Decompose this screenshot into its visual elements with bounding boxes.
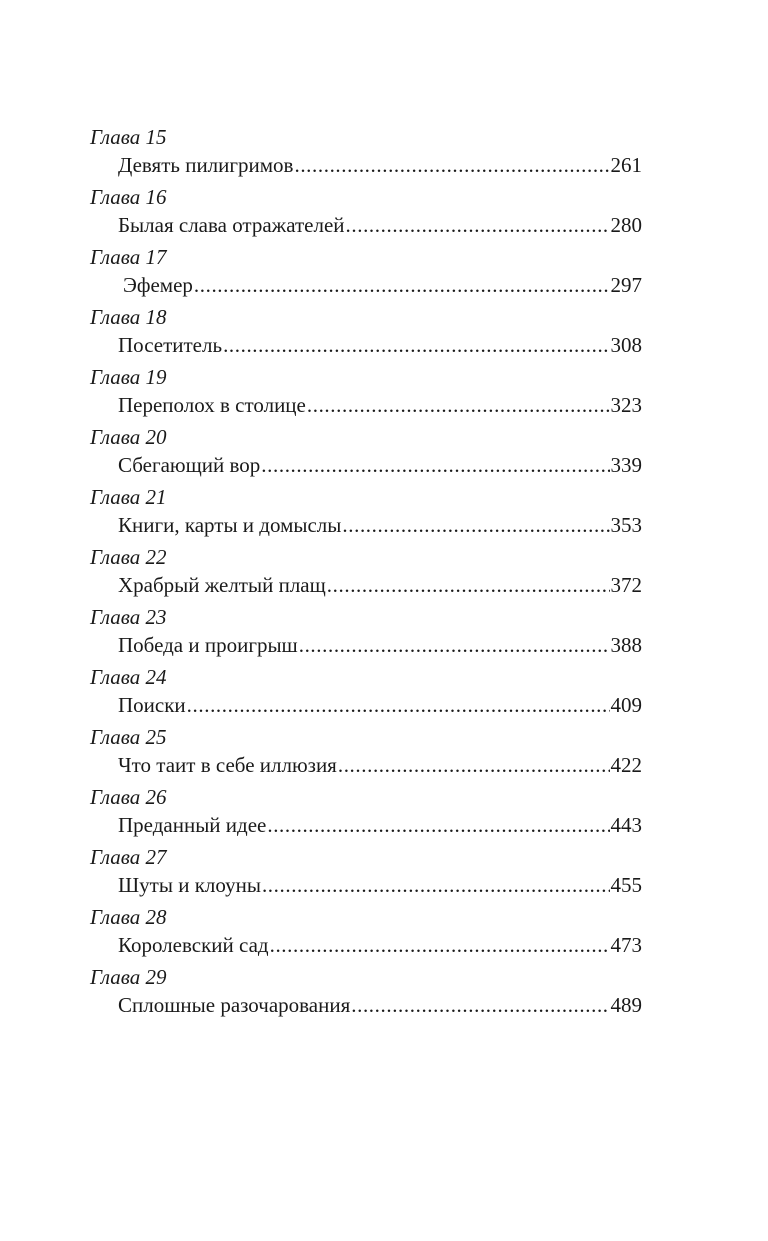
chapter-entry-line: [118, 931, 642, 959]
toc-entry: [90, 724, 642, 784]
dot-leader: [307, 391, 610, 419]
chapter-title: Эфемер: [123, 273, 193, 297]
chapter-entry-line: [118, 631, 642, 659]
page-number: 489: [610, 993, 642, 1017]
toc-entry: [90, 544, 642, 604]
toc-entry: [90, 184, 642, 244]
toc-entry: [90, 364, 642, 424]
chapter-title: Девять пилигримов: [118, 153, 294, 177]
chapter-title: Былая слава отражателей: [118, 213, 345, 237]
toc-entry: [90, 604, 642, 664]
page-number: 443: [610, 813, 642, 837]
chapter-entry-line: [118, 451, 642, 479]
chapter-label: Глава 16: [90, 185, 167, 209]
chapter-title: Переполох в столице: [118, 393, 306, 417]
page-number: 422: [610, 753, 642, 777]
chapter-label: Глава 25: [90, 725, 167, 749]
toc-entry: [90, 964, 642, 1024]
chapter-label: Глава 22: [90, 545, 167, 569]
toc-entry: [90, 784, 642, 844]
page-number: 323: [610, 393, 642, 417]
page-number: 372: [610, 573, 642, 597]
page-number: 297: [610, 273, 642, 297]
chapter-label: Глава 15: [90, 125, 167, 149]
toc-entry: [90, 844, 642, 904]
chapter-entry-line: [118, 211, 642, 239]
chapter-title: Преданный идее: [118, 813, 267, 837]
dot-leader: [262, 871, 610, 899]
chapter-label: Глава 26: [90, 785, 167, 809]
chapter-entry-line: [118, 871, 642, 899]
chapter-label: Глава 23: [90, 605, 167, 629]
dot-leader: [194, 271, 610, 299]
dot-leader: [267, 811, 609, 839]
page-number: 388: [610, 633, 642, 657]
chapter-title: Храбрый желтый плащ: [118, 573, 326, 597]
dot-leader: [351, 991, 609, 1019]
toc-entry: [90, 244, 642, 304]
chapter-entry-line: [118, 991, 642, 1019]
chapter-title: Сбегающий вор: [118, 453, 261, 477]
chapter-title: Королевский сад: [118, 933, 269, 957]
toc-entry: [90, 304, 642, 364]
toc-entry: [90, 904, 642, 964]
dot-leader: [223, 331, 609, 359]
chapter-label: Глава 28: [90, 905, 167, 929]
chapter-entry-line: [118, 391, 642, 419]
chapter-label: Глава 24: [90, 665, 167, 689]
toc-entry: [90, 124, 642, 184]
dot-leader: [270, 931, 610, 959]
chapter-title: Победа и проигрыш: [118, 633, 298, 657]
chapter-label: Глава 17: [90, 245, 167, 269]
page-number: 261: [610, 153, 642, 177]
chapter-entry-line: [118, 151, 642, 179]
chapter-entry-line: [118, 271, 642, 299]
chapter-entry-line: [118, 811, 642, 839]
dot-leader: [338, 751, 610, 779]
page-number: 409: [610, 693, 642, 717]
page-number: 455: [610, 873, 642, 897]
dot-leader: [327, 571, 610, 599]
chapter-title: Посетитель: [118, 333, 223, 357]
chapter-title: Поиски: [118, 693, 186, 717]
chapter-entry-line: [118, 571, 642, 599]
dot-leader: [261, 451, 609, 479]
chapter-label: Глава 20: [90, 425, 167, 449]
page-number: 308: [610, 333, 642, 357]
page-number: 280: [610, 213, 642, 237]
chapter-label: Глава 29: [90, 965, 167, 989]
dot-leader: [346, 211, 610, 239]
chapter-label: Глава 27: [90, 845, 167, 869]
chapter-title: Сплошные разочарования: [118, 993, 351, 1017]
chapter-label: Глава 18: [90, 305, 167, 329]
page-number: 353: [610, 513, 642, 537]
page-number: 473: [610, 933, 642, 957]
chapter-title: Книги, карты и домыслы: [118, 513, 342, 537]
toc-entry: [90, 664, 642, 724]
dot-leader: [342, 511, 609, 539]
chapter-entry-line: [118, 751, 642, 779]
table-of-contents: [90, 124, 642, 1024]
toc-entry: [90, 484, 642, 544]
dot-leader: [294, 151, 609, 179]
dot-leader: [299, 631, 610, 659]
page-number: 339: [610, 453, 642, 477]
chapter-label: Глава 21: [90, 485, 167, 509]
chapter-title: Шуты и клоуны: [118, 873, 261, 897]
chapter-title: Что таит в себе иллюзия: [118, 753, 337, 777]
toc-entry: [90, 424, 642, 484]
chapter-entry-line: [118, 331, 642, 359]
dot-leader: [187, 691, 610, 719]
chapter-entry-line: [118, 511, 642, 539]
chapter-entry-line: [118, 691, 642, 719]
chapter-label: Глава 19: [90, 365, 167, 389]
